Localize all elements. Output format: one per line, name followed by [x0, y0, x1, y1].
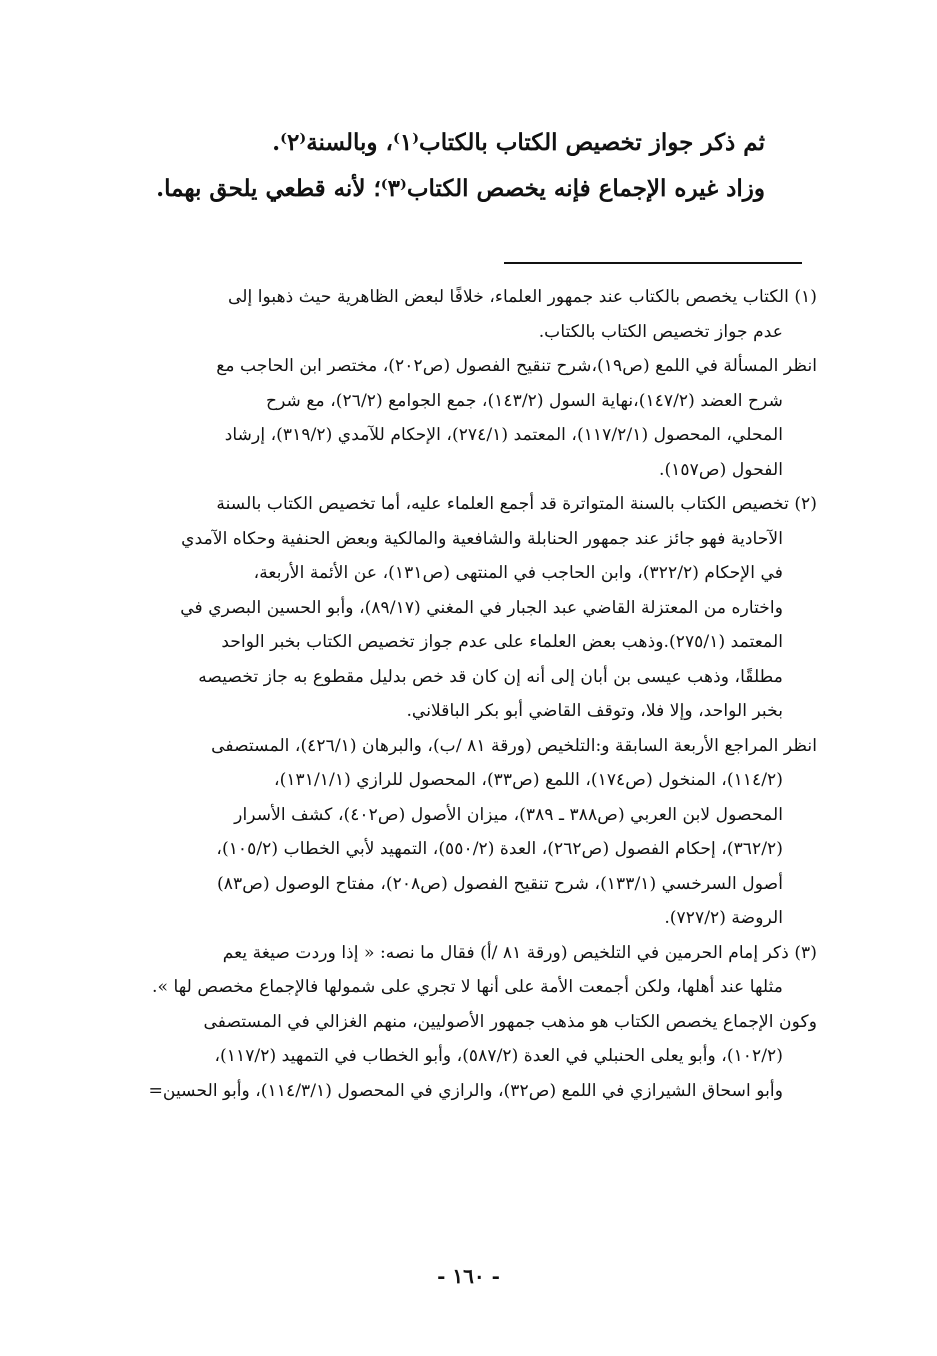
main-line-2: وزاد غيره الإجماع فإنه يخصص الكتاب⁽٣⁾؛ لأنه قطعي يلحق بهما.	[156, 175, 765, 202]
footnote-2-refs-line-1: انظر المراجع الأربعة السابقة و:التلخيص (ورقة ٨١ /ب)، والبرهان (٤٢٦/١)، المستصفى	[211, 735, 817, 756]
footnote-2-line-5: المعتمد (٢٧٥/١).وذهب بعض العلماء على عدم جواز تخصيص الكتاب بخبر الواحد	[221, 632, 783, 652]
footnote-3-line-2: مثلها عند أهلها، ولكن أجمعت الأمة على أنها لا تجري على شمولها فالإجماع مخصص لها ».	[152, 977, 783, 997]
footnote-1-refs-line-4: الفحول (ص١٥٧).	[659, 459, 783, 480]
footnote-2-refs-line-4: (٣٦٢/٢)، إحكام الفصول (ص٢٦٢)، العدة (٥٥٠/٢)، التمهيد لأبي الخطاب (١٠٥/٢)،	[216, 839, 783, 859]
footnote-3-line-1: (٣) ذكر إمام الحرمين في التلخيص (ورقة ٨١ /أ) فقال ما نصه: « إذا وردت صيغة يعم	[222, 942, 817, 963]
footnote-2-refs-line-2: (١١٤/٢)، المنخول (ص١٧٤)، اللمع (ص٣٣)، المحصول للرازي (١٣١/١/١)،	[274, 770, 783, 790]
footnote-1-refs-line-1: انظر المسألة في اللمع (ص١٩)،شرح تنقيح الفصول (ص٢٠٢)، مختصر ابن الحاجب مع	[216, 356, 817, 376]
footnotes	[67, 280, 817, 1108]
main-line-1: ثم ذكر جواز تخصيص الكتاب بالكتاب⁽١⁾، وبالسنة⁽٢⁾.	[272, 129, 765, 156]
page-number: - ١٦٠ -	[437, 1264, 500, 1288]
footnote-divider	[504, 262, 802, 264]
main-text	[125, 120, 765, 212]
footnote-2-line-3: في الإحكام (٣٢٢/٢)، وابن الحاجب في المنتهى (ص١٣١)، عن الأئمة الأربعة،	[253, 563, 783, 583]
footnote-2-line-2: الآحادية فهو جائز عند جمهور الحنابلة والشافعية والمالكية وبعض الحنفية وحكاه الآمدي	[181, 528, 783, 549]
footnote-2-refs-line-5: أصول السرخسي (١٣٣/١)، شرح تنقيح الفصول (ص٢٠٨)، مفتاح الوصول (ص٨٣)	[217, 873, 783, 894]
footnote-1-line-2: عدم جواز تخصيص الكتاب بالكتاب.	[538, 321, 783, 342]
footnote-1-refs-line-3: المحلي، المحصول (١١٧/٢/١)، المعتمد (٢٧٤/١)، الإحكام للآمدي (٣١٩/٢)، إرشاد	[224, 425, 783, 445]
footnote-2-refs-line-6: الروضة (٧٢٧/٢).	[664, 908, 783, 928]
footnote-3-refs-line-1: وكون الإجماع يخصص الكتاب هو مذهب جمهور الأصوليين، منهم الغزالي في المستصفى	[203, 1011, 817, 1032]
footnote-3-refs-line-3: وأبو اسحاق الشيرازي في اللمع (ص٣٢)، والرازي في المحصول (١١٤/٣/١)، وأبو الحسين=	[148, 1080, 783, 1101]
footnote-3-refs-line-2: (١٠٢/٢)، وأبو يعلى الحنبلي في العدة (٥٨٧/٢)، وأبو الخطاب في التمهيد (١١٧/٢)،	[214, 1046, 783, 1066]
footnote-2-line-7: بخبر الواحد، وإلا فلا، وتوقف القاضي أبو بكر الباقلاني.	[406, 701, 783, 721]
footnote-2-line-1: (٢) تخصيص الكتاب بالسنة المتواترة قد أجمع العلماء عليه، أما تخصيص الكتاب بالسنة	[216, 494, 817, 514]
footnote-2-refs-line-3: المحصول لابن العربي (ص٣٨٨ ـ ٣٨٩)، ميزان الأصول (ص٤٠٢)، كشف الأسرار	[234, 804, 783, 825]
footnote-2-line-4: واختاره من المعتزلة القاضي عبد الجبار في المغني (٨٩/١٧)، وأبو الحسين البصري في	[180, 597, 783, 618]
footnote-1-line-1: (١) الكتاب يخصص بالكتاب عند جمهور العلماء، خلافًا لبعض الظاهرية حيث ذهبوا إلى	[227, 287, 817, 307]
footnote-2-line-6: مطلقًا، وذهب عيسى بن أبان إلى أنه إن كان قد خص بدليل مقطوع به جاز تخصيصه	[198, 666, 783, 687]
footnote-1-refs-line-2: شرح العضد (١٤٧/٢)،نهاية السول (١٤٣/٢)، جمع الجوامع (٢٦/٢)، مع شرح	[265, 390, 783, 411]
